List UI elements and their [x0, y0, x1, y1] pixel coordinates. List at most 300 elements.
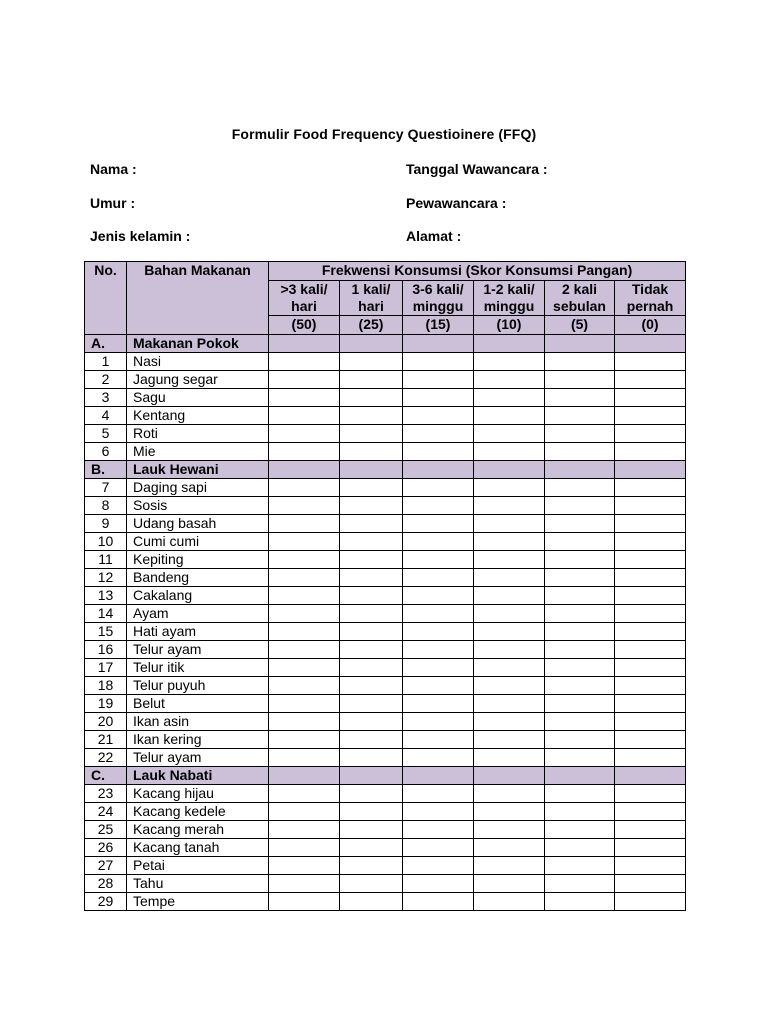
frequency-cell[interactable]	[269, 893, 340, 911]
frequency-cell[interactable]	[545, 695, 615, 713]
table-row	[85, 659, 686, 677]
frequency-cell[interactable]	[545, 389, 615, 407]
item-number: 11	[85, 551, 127, 569]
food-name: Cumi cumi	[127, 533, 269, 551]
frequency-cell[interactable]	[403, 623, 474, 641]
frequency-cell[interactable]	[545, 443, 615, 461]
frequency-cell[interactable]	[545, 533, 615, 551]
food-name: Mie	[127, 443, 269, 461]
food-name: Udang basah	[127, 515, 269, 533]
frequency-cell[interactable]	[340, 641, 403, 659]
frequency-cell[interactable]	[615, 623, 686, 641]
frequency-cell[interactable]	[474, 731, 545, 749]
frequency-cell[interactable]	[545, 785, 615, 803]
frequency-cell[interactable]	[615, 533, 686, 551]
frequency-cell[interactable]	[545, 407, 615, 425]
frequency-cell[interactable]	[340, 371, 403, 389]
frequency-cell[interactable]	[474, 677, 545, 695]
header-freq-0	[269, 281, 340, 316]
frequency-cell[interactable]	[269, 569, 340, 587]
table-row	[85, 569, 686, 587]
section-empty-cell	[474, 767, 545, 785]
frequency-cell[interactable]	[340, 839, 403, 857]
frequency-cell[interactable]	[403, 875, 474, 893]
section-row	[85, 767, 686, 785]
frequency-cell[interactable]	[474, 875, 545, 893]
section-name: Lauk Nabati	[127, 767, 269, 785]
frequency-cell[interactable]	[340, 623, 403, 641]
table-row	[85, 713, 686, 731]
frequency-cell[interactable]	[474, 641, 545, 659]
frequency-cell[interactable]	[340, 551, 403, 569]
frequency-cell[interactable]	[545, 641, 615, 659]
frequency-cell[interactable]	[474, 569, 545, 587]
frequency-cell[interactable]	[474, 893, 545, 911]
item-number: 29	[85, 893, 127, 911]
table-row	[85, 551, 686, 569]
frequency-cell[interactable]	[545, 587, 615, 605]
frequency-cell[interactable]	[403, 605, 474, 623]
item-number: 8	[85, 497, 127, 515]
frequency-cell[interactable]	[403, 425, 474, 443]
food-name: Ikan asin	[127, 713, 269, 731]
frequency-cell[interactable]	[340, 659, 403, 677]
header-freq-5	[615, 281, 686, 316]
frequency-cell[interactable]	[269, 479, 340, 497]
food-name: Telur puyuh	[127, 677, 269, 695]
frequency-cell[interactable]	[403, 497, 474, 515]
header-freq-line2: sebulan	[553, 298, 606, 314]
frequency-cell[interactable]	[340, 389, 403, 407]
header-freq-line2: minggu	[483, 298, 535, 314]
frequency-cell[interactable]	[340, 857, 403, 875]
frequency-cell[interactable]	[340, 731, 403, 749]
frequency-cell[interactable]	[474, 713, 545, 731]
frequency-cell[interactable]	[340, 425, 403, 443]
frequency-cell[interactable]	[545, 857, 615, 875]
frequency-cell[interactable]	[340, 515, 403, 533]
item-number: 4	[85, 407, 127, 425]
header-no: No.	[85, 262, 127, 335]
frequency-cell[interactable]	[403, 569, 474, 587]
frequency-cell[interactable]	[403, 371, 474, 389]
frequency-cell[interactable]	[340, 893, 403, 911]
header-freq-line1: 3-6 kali/	[412, 281, 464, 297]
food-name: Ikan kering	[127, 731, 269, 749]
food-name: Hati ayam	[127, 623, 269, 641]
section-empty-cell	[615, 461, 686, 479]
frequency-cell[interactable]	[615, 695, 686, 713]
section-empty-cell	[403, 335, 474, 353]
frequency-cell[interactable]	[269, 533, 340, 551]
frequency-cell[interactable]	[403, 515, 474, 533]
section-empty-cell	[545, 767, 615, 785]
frequency-cell[interactable]	[474, 623, 545, 641]
item-number: 19	[85, 695, 127, 713]
frequency-cell[interactable]	[269, 443, 340, 461]
frequency-cell[interactable]	[615, 677, 686, 695]
food-name: Kacang tanah	[127, 839, 269, 857]
frequency-cell[interactable]	[615, 353, 686, 371]
frequency-cell[interactable]	[615, 821, 686, 839]
frequency-cell[interactable]	[545, 425, 615, 443]
section-code: A.	[85, 335, 127, 353]
header-freq-line2: hari	[358, 298, 384, 314]
frequency-cell[interactable]	[474, 479, 545, 497]
item-number: 3	[85, 389, 127, 407]
frequency-cell[interactable]	[474, 551, 545, 569]
frequency-cell[interactable]	[269, 605, 340, 623]
table-row	[85, 443, 686, 461]
frequency-cell[interactable]	[545, 605, 615, 623]
frequency-cell[interactable]	[403, 695, 474, 713]
header-score-1: (25)	[340, 316, 403, 335]
frequency-cell[interactable]	[403, 857, 474, 875]
food-name: Sosis	[127, 497, 269, 515]
frequency-cell[interactable]	[545, 803, 615, 821]
item-number: 17	[85, 659, 127, 677]
frequency-cell[interactable]	[340, 713, 403, 731]
section-empty-cell	[474, 461, 545, 479]
table-row	[85, 407, 686, 425]
frequency-cell[interactable]	[340, 587, 403, 605]
frequency-cell[interactable]	[403, 839, 474, 857]
header-freq-4	[545, 281, 615, 316]
frequency-cell[interactable]	[269, 785, 340, 803]
table-row	[85, 515, 686, 533]
frequency-cell[interactable]	[269, 407, 340, 425]
section-code: C.	[85, 767, 127, 785]
frequency-cell[interactable]	[269, 389, 340, 407]
frequency-cell[interactable]	[403, 731, 474, 749]
table-row	[85, 695, 686, 713]
frequency-cell[interactable]	[269, 713, 340, 731]
table-row	[85, 677, 686, 695]
header-freq-1	[340, 281, 403, 316]
header-freq-3	[474, 281, 545, 316]
frequency-cell[interactable]	[403, 893, 474, 911]
table-row	[85, 353, 686, 371]
food-name: Cakalang	[127, 587, 269, 605]
jenis-kelamin-label: Jenis kelamin :	[90, 228, 191, 244]
header-score-3: (10)	[474, 316, 545, 335]
section-empty-cell	[269, 767, 340, 785]
table-row	[85, 605, 686, 623]
item-number: 6	[85, 443, 127, 461]
food-name: Daging sapi	[127, 479, 269, 497]
frequency-cell[interactable]	[615, 803, 686, 821]
section-empty-cell	[269, 335, 340, 353]
frequency-cell[interactable]	[269, 623, 340, 641]
table-row	[85, 785, 686, 803]
frequency-cell[interactable]	[340, 677, 403, 695]
item-number: 10	[85, 533, 127, 551]
frequency-cell[interactable]	[474, 515, 545, 533]
frequency-cell[interactable]	[340, 605, 403, 623]
frequency-cell[interactable]	[545, 713, 615, 731]
frequency-cell[interactable]	[403, 407, 474, 425]
frequency-cell[interactable]	[269, 497, 340, 515]
frequency-cell[interactable]	[615, 893, 686, 911]
table-row	[85, 803, 686, 821]
frequency-cell[interactable]	[403, 551, 474, 569]
section-empty-cell	[545, 335, 615, 353]
frequency-cell[interactable]	[615, 515, 686, 533]
frequency-cell[interactable]	[474, 821, 545, 839]
frequency-cell[interactable]	[269, 587, 340, 605]
frequency-cell[interactable]	[269, 659, 340, 677]
food-name: Telur ayam	[127, 641, 269, 659]
frequency-cell[interactable]	[474, 443, 545, 461]
frequency-cell[interactable]	[403, 785, 474, 803]
frequency-cell[interactable]	[403, 479, 474, 497]
frequency-cell[interactable]	[615, 389, 686, 407]
frequency-cell[interactable]	[474, 353, 545, 371]
item-number: 20	[85, 713, 127, 731]
frequency-cell[interactable]	[545, 353, 615, 371]
header-freq-line2: hari	[291, 298, 317, 314]
frequency-cell[interactable]	[269, 371, 340, 389]
frequency-cell[interactable]	[269, 641, 340, 659]
food-name: Telur ayam	[127, 749, 269, 767]
frequency-cell[interactable]	[545, 371, 615, 389]
frequency-cell[interactable]	[545, 749, 615, 767]
frequency-cell[interactable]	[474, 587, 545, 605]
frequency-cell[interactable]	[545, 623, 615, 641]
food-name: Roti	[127, 425, 269, 443]
frequency-cell[interactable]	[474, 533, 545, 551]
section-empty-cell	[340, 335, 403, 353]
table-row	[85, 893, 686, 911]
header-score-5: (0)	[615, 316, 686, 335]
frequency-cell[interactable]	[615, 569, 686, 587]
document-title: Formulir Food Frequency Questioinere (FFQ)	[231, 126, 537, 142]
food-name: Tempe	[127, 893, 269, 911]
table-row	[85, 497, 686, 515]
frequency-cell[interactable]	[474, 497, 545, 515]
ffq-table	[84, 261, 686, 911]
frequency-cell[interactable]	[545, 515, 615, 533]
item-number: 28	[85, 875, 127, 893]
frequency-cell[interactable]	[474, 389, 545, 407]
frequency-cell[interactable]	[340, 353, 403, 371]
frequency-cell[interactable]	[615, 587, 686, 605]
table-row	[85, 749, 686, 767]
food-name: Jagung segar	[127, 371, 269, 389]
frequency-cell[interactable]	[403, 659, 474, 677]
header-freq-line1: Tidak	[631, 281, 669, 297]
header-freq-line2: pernah	[626, 298, 674, 314]
food-name: Kacang kedele	[127, 803, 269, 821]
frequency-cell[interactable]	[615, 785, 686, 803]
frequency-cell[interactable]	[403, 749, 474, 767]
item-number: 16	[85, 641, 127, 659]
frequency-cell[interactable]	[269, 749, 340, 767]
frequency-cell[interactable]	[545, 497, 615, 515]
tanggal-wawancara-label: Tanggal Wawancara :	[406, 161, 548, 177]
food-name: Tahu	[127, 875, 269, 893]
frequency-cell[interactable]	[403, 587, 474, 605]
frequency-cell[interactable]	[269, 515, 340, 533]
section-row	[85, 335, 686, 353]
frequency-cell[interactable]	[545, 893, 615, 911]
frequency-cell[interactable]	[474, 803, 545, 821]
item-number: 22	[85, 749, 127, 767]
frequency-cell[interactable]	[340, 749, 403, 767]
frequency-cell[interactable]	[474, 371, 545, 389]
section-empty-cell	[615, 767, 686, 785]
frequency-cell[interactable]	[615, 407, 686, 425]
section-empty-cell	[403, 461, 474, 479]
frequency-cell[interactable]	[340, 497, 403, 515]
frequency-cell[interactable]	[545, 479, 615, 497]
frequency-cell[interactable]	[403, 821, 474, 839]
frequency-cell[interactable]	[269, 875, 340, 893]
frequency-cell[interactable]	[474, 785, 545, 803]
section-empty-cell	[403, 767, 474, 785]
table-row	[85, 821, 686, 839]
table-row	[85, 587, 686, 605]
header-frekwensi: Frekwensi Konsumsi (Skor Konsumsi Pangan)	[269, 262, 686, 281]
frequency-cell[interactable]	[615, 497, 686, 515]
table-row	[85, 389, 686, 407]
frequency-cell[interactable]	[340, 803, 403, 821]
header-freq-2	[403, 281, 474, 316]
header-bahan-makanan: Bahan Makanan	[127, 262, 269, 335]
item-number: 12	[85, 569, 127, 587]
frequency-cell[interactable]	[545, 677, 615, 695]
frequency-cell[interactable]	[269, 731, 340, 749]
section-name: Makanan Pokok	[127, 335, 269, 353]
frequency-cell[interactable]	[340, 785, 403, 803]
frequency-cell[interactable]	[269, 551, 340, 569]
pewawancara-label: Pewawancara :	[406, 195, 507, 211]
item-number: 23	[85, 785, 127, 803]
section-empty-cell	[545, 461, 615, 479]
frequency-cell[interactable]	[340, 407, 403, 425]
frequency-cell[interactable]	[545, 731, 615, 749]
food-name: Sagu	[127, 389, 269, 407]
frequency-cell[interactable]	[615, 749, 686, 767]
frequency-cell[interactable]	[615, 371, 686, 389]
frequency-cell[interactable]	[615, 425, 686, 443]
item-number: 5	[85, 425, 127, 443]
header-freq-line2: minggu	[412, 298, 464, 314]
header-freq-line1: 1-2 kali/	[483, 281, 535, 297]
frequency-cell[interactable]	[269, 821, 340, 839]
frequency-cell[interactable]	[474, 407, 545, 425]
frequency-cell[interactable]	[340, 821, 403, 839]
table-row	[85, 839, 686, 857]
frequency-cell[interactable]	[403, 641, 474, 659]
frequency-cell[interactable]	[615, 875, 686, 893]
food-name: Kacang hijau	[127, 785, 269, 803]
frequency-cell[interactable]	[340, 569, 403, 587]
frequency-cell[interactable]	[545, 569, 615, 587]
frequency-cell[interactable]	[340, 695, 403, 713]
frequency-cell[interactable]	[545, 875, 615, 893]
frequency-cell[interactable]	[340, 875, 403, 893]
frequency-cell[interactable]	[545, 551, 615, 569]
frequency-cell[interactable]	[615, 551, 686, 569]
section-row	[85, 461, 686, 479]
table-row	[85, 371, 686, 389]
frequency-cell[interactable]	[615, 659, 686, 677]
frequency-cell[interactable]	[474, 857, 545, 875]
frequency-cell[interactable]	[269, 695, 340, 713]
header-score-2: (15)	[403, 316, 474, 335]
section-empty-cell	[340, 767, 403, 785]
nama-label: Nama :	[90, 161, 137, 177]
frequency-cell[interactable]	[340, 443, 403, 461]
item-number: 2	[85, 371, 127, 389]
frequency-cell[interactable]	[403, 803, 474, 821]
item-number: 26	[85, 839, 127, 857]
section-empty-cell	[474, 335, 545, 353]
frequency-cell[interactable]	[615, 605, 686, 623]
table-row	[85, 623, 686, 641]
frequency-cell[interactable]	[403, 353, 474, 371]
alamat-label: Alamat :	[406, 228, 462, 244]
frequency-cell[interactable]	[474, 749, 545, 767]
food-name: Bandeng	[127, 569, 269, 587]
frequency-cell[interactable]	[474, 425, 545, 443]
section-empty-cell	[269, 461, 340, 479]
item-number: 21	[85, 731, 127, 749]
frequency-cell[interactable]	[545, 659, 615, 677]
frequency-cell[interactable]	[545, 839, 615, 857]
frequency-cell[interactable]	[269, 857, 340, 875]
food-name: Ayam	[127, 605, 269, 623]
frequency-cell[interactable]	[615, 713, 686, 731]
frequency-cell[interactable]	[615, 839, 686, 857]
frequency-cell[interactable]	[340, 479, 403, 497]
food-name: Kentang	[127, 407, 269, 425]
frequency-cell[interactable]	[269, 803, 340, 821]
header-score-4: (5)	[545, 316, 615, 335]
frequency-cell[interactable]	[474, 605, 545, 623]
frequency-cell[interactable]	[474, 659, 545, 677]
frequency-cell[interactable]	[615, 731, 686, 749]
header-freq-line1: 1 kali/	[351, 281, 391, 297]
food-name: Belut	[127, 695, 269, 713]
frequency-cell[interactable]	[615, 641, 686, 659]
frequency-cell[interactable]	[615, 857, 686, 875]
frequency-cell[interactable]	[474, 695, 545, 713]
frequency-cell[interactable]	[615, 479, 686, 497]
item-number: 7	[85, 479, 127, 497]
frequency-cell[interactable]	[269, 839, 340, 857]
frequency-cell[interactable]	[474, 839, 545, 857]
frequency-cell[interactable]	[615, 443, 686, 461]
table-row	[85, 641, 686, 659]
frequency-cell[interactable]	[269, 353, 340, 371]
frequency-cell[interactable]	[403, 389, 474, 407]
section-name: Lauk Hewani	[127, 461, 269, 479]
frequency-cell[interactable]	[403, 443, 474, 461]
frequency-cell[interactable]	[403, 677, 474, 695]
frequency-cell[interactable]	[269, 425, 340, 443]
item-number: 9	[85, 515, 127, 533]
food-name: Kepiting	[127, 551, 269, 569]
frequency-cell[interactable]	[269, 677, 340, 695]
frequency-cell[interactable]	[545, 821, 615, 839]
frequency-cell[interactable]	[403, 713, 474, 731]
frequency-cell[interactable]	[403, 533, 474, 551]
section-empty-cell	[615, 335, 686, 353]
frequency-cell[interactable]	[340, 533, 403, 551]
table-row	[85, 425, 686, 443]
